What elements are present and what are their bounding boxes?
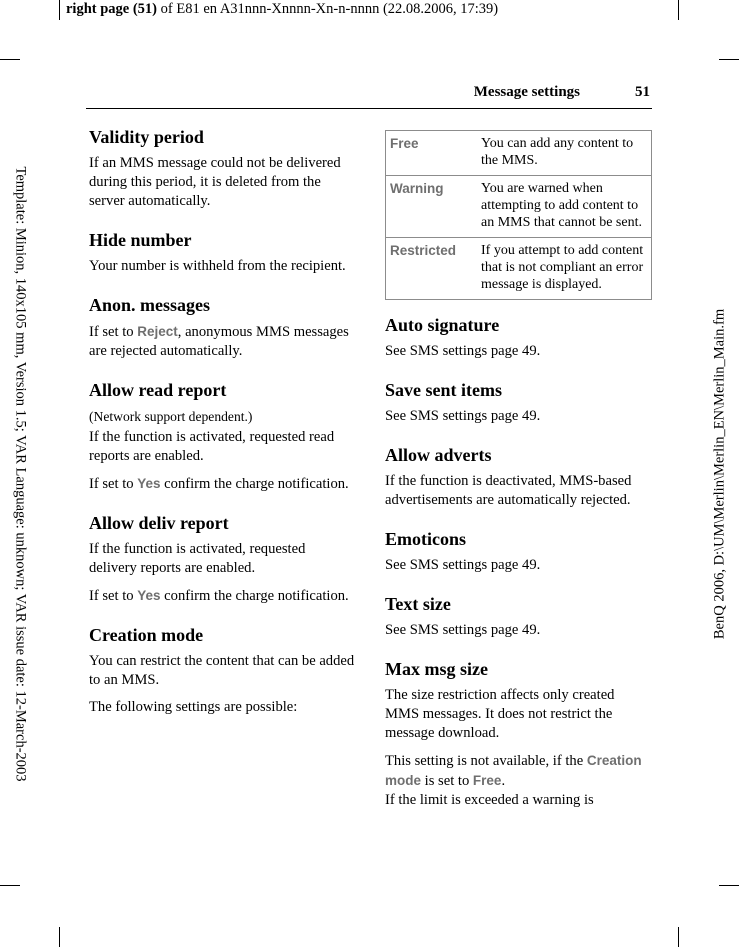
setting-term: Creation mode xyxy=(385,753,642,788)
paragraph: You can restrict the content that can be added to an MMS. xyxy=(89,653,355,688)
crop-mark xyxy=(0,885,20,886)
section-text-size xyxy=(385,593,651,640)
option-description: You are warned when attempting to add content to an MMS that cannot be sent. xyxy=(477,176,652,238)
note: (Network support dependent.) xyxy=(89,409,253,424)
section-creation-mode xyxy=(89,624,355,717)
paragraph: See SMS settings page 49. xyxy=(385,557,541,573)
heading-anon-messages: Anon. messages xyxy=(89,295,211,315)
option-value: Yes xyxy=(137,476,161,491)
option-key: Free xyxy=(390,136,419,151)
section-save-sent-items xyxy=(385,379,651,426)
section-read-report xyxy=(89,379,355,494)
section-emoticons xyxy=(385,528,651,575)
paragraph: If the function is activated, requested read reports are enabled. xyxy=(89,429,335,464)
template-info: Template: Minion, 140x105 mm, Version 1.5; VAR Language: unknown; VAR issue date: 12-March-2003 xyxy=(12,165,29,782)
section-hide-number xyxy=(89,229,355,276)
section-title: Message settings xyxy=(473,84,580,100)
crop-mark xyxy=(59,0,60,20)
creation-mode-options-table xyxy=(385,130,652,300)
paragraph: See SMS settings page 49. xyxy=(385,408,541,424)
section-validity xyxy=(89,126,355,211)
paragraph: If an MMS message could not be delivered during this period, it is deleted from the server automatically. xyxy=(89,155,341,209)
paragraph: If set to Reject, anonymous MMS messages are rejected automatically. xyxy=(89,324,349,359)
table-row xyxy=(386,131,652,176)
heading-creation-mode: Creation mode xyxy=(89,625,204,645)
crop-mark xyxy=(59,927,60,947)
paragraph: If set to Yes confirm the charge notification. xyxy=(89,476,349,492)
section-max-msg-size xyxy=(385,658,651,810)
option-description: If you attempt to add content that is not compliant an error message is displayed. xyxy=(477,238,652,300)
paragraph: If the function is activated, requested delivery reports are enabled. xyxy=(89,541,306,576)
option-value: Reject xyxy=(137,324,178,339)
print-info: right page (51) of E81 en A31nnn-Xnnnn-Xn-n-nnnn (22.08.2006, 17:39) xyxy=(66,1,499,17)
paragraph: The size restriction affects only created MMS messages. It does not restrict the message download. xyxy=(385,687,615,741)
option-key: Warning xyxy=(390,181,444,196)
option-key: Restricted xyxy=(390,243,457,258)
heading-emoticons: Emoticons xyxy=(385,529,466,549)
heading-auto-signature: Auto signature xyxy=(385,315,500,335)
paragraph: See SMS settings page 49. xyxy=(385,343,541,359)
heading-text-size: Text size xyxy=(385,594,451,614)
section-auto-signature xyxy=(385,314,651,361)
right-column xyxy=(385,126,651,828)
paragraph: If set to Yes confirm the charge notification. xyxy=(89,588,349,604)
heading-validity-period: Validity period xyxy=(89,127,204,147)
crop-mark xyxy=(719,59,739,60)
page-number: 51 xyxy=(635,84,650,100)
option-value: Free xyxy=(472,773,502,788)
paragraph: Your number is withheld from the recipient. xyxy=(89,258,346,274)
section-anon-messages xyxy=(89,294,355,361)
paragraph: This setting is not available, if the Creation mode is set to Free. If the limit is exceeded a warning is xyxy=(385,753,642,808)
table-row xyxy=(386,238,652,300)
section-deliv-report xyxy=(89,512,355,606)
heading-allow-deliv-report: Allow deliv report xyxy=(89,513,229,533)
running-header xyxy=(86,84,652,109)
paragraph: If the function is deactivated, MMS-based advertisements are automatically rejected. xyxy=(385,473,632,508)
option-value: Yes xyxy=(137,588,161,603)
crop-mark xyxy=(0,59,20,60)
heading-hide-number: Hide number xyxy=(89,230,192,250)
paragraph: The following settings are possible: xyxy=(89,699,298,715)
heading-allow-adverts: Allow adverts xyxy=(385,445,492,465)
crop-mark xyxy=(678,0,679,20)
heading-save-sent-items: Save sent items xyxy=(385,380,502,400)
heading-allow-read-report: Allow read report xyxy=(89,380,227,400)
crop-mark xyxy=(678,927,679,947)
heading-max-msg-size: Max msg size xyxy=(385,659,488,679)
option-description: You can add any content to the MMS. xyxy=(477,131,652,176)
crop-mark xyxy=(719,885,739,886)
paragraph: See SMS settings page 49. xyxy=(385,622,541,638)
left-column xyxy=(89,126,355,735)
section-allow-adverts xyxy=(385,444,651,510)
table-row xyxy=(386,176,652,238)
file-path-info: BenQ 2006, D:\UM\Merlin\Merlin_EN\Merlin_Main.fm xyxy=(711,308,728,639)
